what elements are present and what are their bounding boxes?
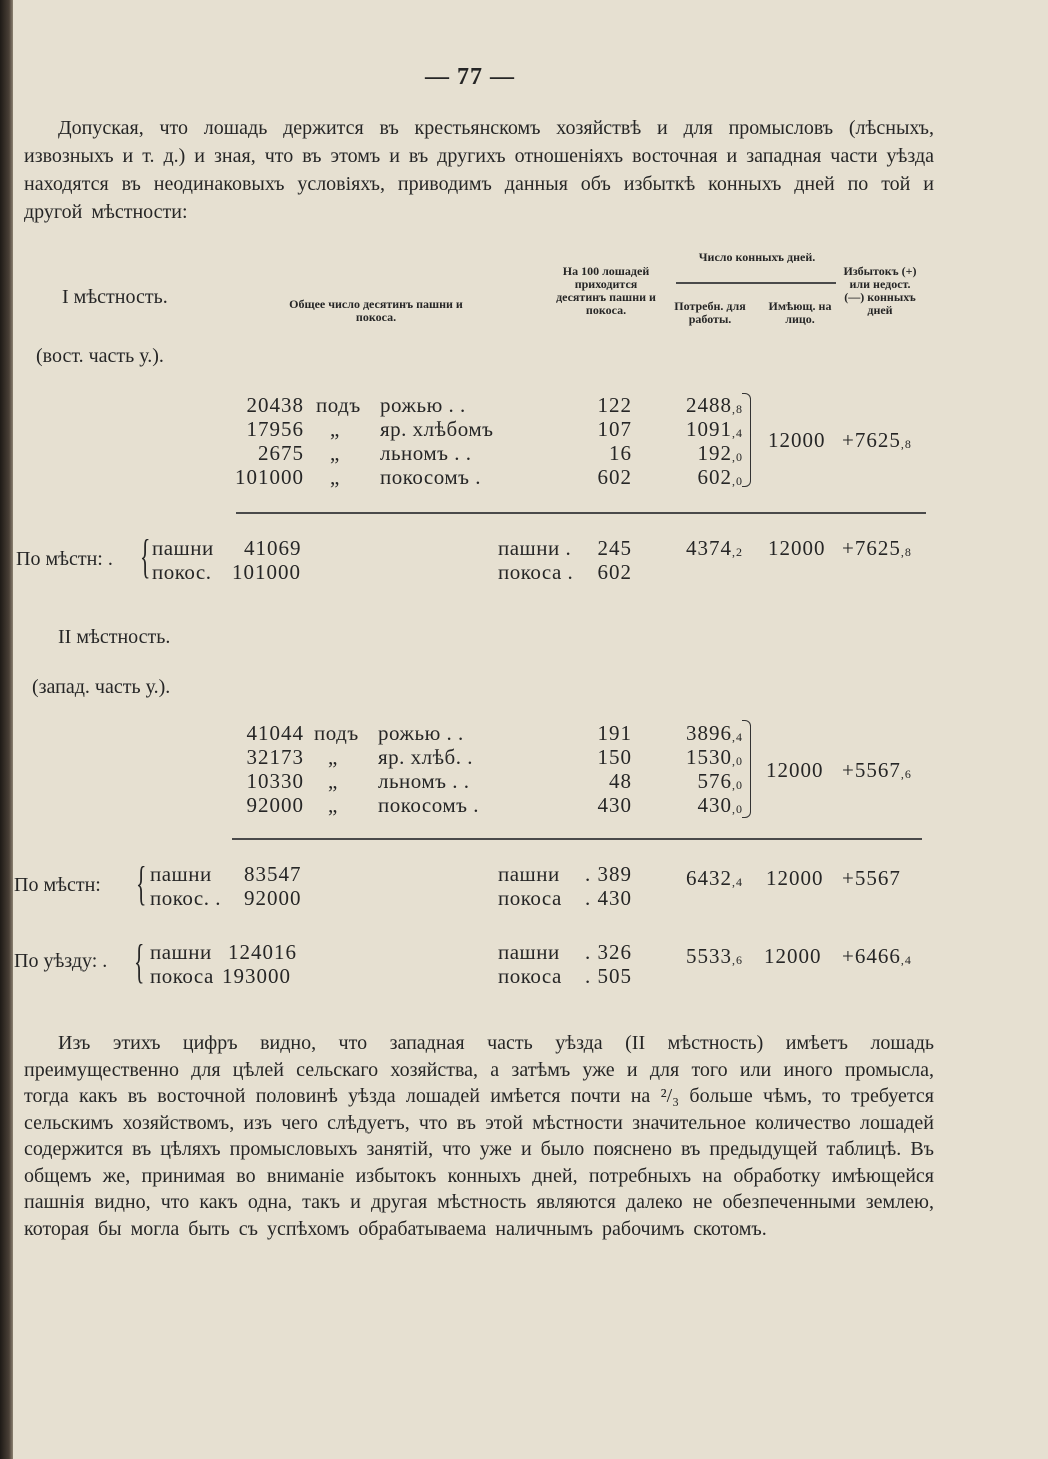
total-value-meadow: 92000 [244, 886, 302, 910]
table-row-prep: „ [328, 793, 338, 817]
table-row-per100: 122 [597, 393, 632, 417]
total-value-arable: 83547 [244, 862, 302, 886]
table-row-area: 10330 [246, 769, 304, 793]
page-number: — 77 — [425, 64, 515, 90]
table-row-area: 17956 [246, 417, 304, 441]
table-row-per100: 602 [597, 465, 632, 489]
table-row-need: 1091,4 [686, 417, 743, 441]
locality-1-total-need: 4374,2 [686, 536, 743, 560]
total-label-meadow: покоса [150, 964, 214, 988]
table-row-crop: рожью . . [378, 721, 464, 745]
per100-label-meadow: покоса . [498, 560, 574, 584]
conclusion-paragraph: Изъ этихъ цифръ видно, что западная часть уѣзда (II мѣстность) имѣетъ лошадь преимущественно для цѣлей сельскаго хозяйства, а затѣмъ уже и для того или иного промысла, тогда какъ въ восточной половинѣ уѣзда лошадей имѣется почти на ²/₃ больше чѣмъ, то требуется сельскимъ хозяйствомъ, изъ чего слѣдуетъ, что въ этой мѣстности значительное количество лошадей содержится въ цѣляхъ промысловыхъ занятій, что уже и было пояснено въ предыдущей таблицѣ. Въ общемъ же, принимая во вниманіе избытокъ конныхъ дней, потребныхъ на обработку имѣющейся пашнія видно, что какъ одна, такъ и другая мѣстность являются далеко не обезпеченными землею, которая бы могла быть съ успѣхомъ обрабатываема наличнымъ рабочимъ скотомъ. [24, 1032, 934, 1240]
total-value-arable: 124016 [228, 940, 297, 964]
district-total-need: 5533,6 [686, 944, 743, 968]
table-row-crop: яр. хлѣбомъ [380, 417, 494, 441]
locality-2-surplus: +5567,6 [842, 758, 912, 782]
locality-1-total-surplus: +7625,8 [842, 536, 912, 560]
header-days-rule [676, 282, 836, 284]
per100-value-arable: 245 [597, 536, 632, 560]
table-divider [236, 512, 926, 514]
table-row-area: 92000 [246, 793, 304, 817]
total-value-meadow: 101000 [232, 560, 301, 584]
table-row-crop: рожью . . [380, 393, 466, 417]
table-divider [232, 838, 922, 840]
table-row-need: 1530,0 [686, 745, 743, 769]
total-label-arable: пашни [150, 940, 212, 964]
per100-label-meadow: покоса [498, 886, 562, 910]
table-row-area: 2675 [258, 441, 304, 465]
total-label-meadow: покос. [152, 560, 212, 584]
table-row-per100: 191 [597, 721, 632, 745]
district-total-surplus: +6466,4 [842, 944, 912, 968]
table-row-need: 3896,4 [686, 721, 743, 745]
table-row-area: 32173 [246, 745, 304, 769]
total-label-meadow: покос. . [150, 886, 221, 910]
per100-label-arable: пашни [498, 862, 560, 886]
intro-paragraph: Допуская, что лошадь держится въ крестьянскомъ хозяйствѣ и для промысловъ (лѣсныхъ, извозныхъ и т. д.) и зная, что въ этомъ и въ другихъ отношеніяхъ восточная и западная части уѣзда находятся въ неодинаковыхъ условіяхъ, приводимъ данныя объ избыткѣ конныхъ дней по той и другой мѣстности: [24, 117, 935, 223]
table-row-area: 101000 [235, 465, 304, 489]
header-horse-days: Число конныхъ дней. [698, 250, 816, 264]
table-row-per100: 430 [597, 793, 632, 817]
per100-value-meadow: . 430 [585, 886, 632, 910]
book-binding-edge [0, 0, 13, 1459]
per100-value-arable: . 389 [585, 862, 632, 886]
locality-2-total-surplus: +5567 [842, 866, 901, 890]
table-row-prep: „ [330, 465, 340, 489]
header-surplus: Избытокъ (+) или недост. (—) конныхъ дней [843, 264, 917, 317]
district-total-label: По уѣзду: . [14, 950, 108, 972]
table-row-crop: покосомъ . [380, 465, 481, 489]
locality-1-title: I мѣстность. [62, 286, 168, 308]
per100-value-meadow: . 505 [585, 964, 632, 988]
locality-2-title: II мѣстность. [58, 626, 171, 648]
left-brace: { [140, 530, 151, 583]
table-row-crop: покосомъ . [378, 793, 479, 817]
header-per-100-horses: На 100 лошадей приходится десятинъ пашни и покоса. [556, 264, 656, 317]
total-value-meadow: 193000 [222, 964, 291, 988]
locality-2-total-need: 6432,4 [686, 866, 743, 890]
right-brace [742, 393, 751, 487]
table-row-per100: 48 [609, 769, 632, 793]
district-total-have: 12000 [764, 944, 822, 968]
table-row-need: 576,0 [697, 769, 743, 793]
table-row-per100: 107 [597, 417, 632, 441]
locality-1-have: 12000 [768, 428, 826, 452]
locality-1-subtitle: (вост. часть у.). [36, 345, 164, 367]
table-row-area: 20438 [246, 393, 304, 417]
per100-label-meadow: покоса [498, 964, 562, 988]
table-row-per100: 150 [597, 745, 632, 769]
table-row-prep: „ [328, 769, 338, 793]
header-have: Имѣющ. на лицо. [768, 299, 832, 326]
table-row-crop: яр. хлѣб. . [378, 745, 473, 769]
header-need: Потребн. для работы. [674, 299, 746, 326]
table-row-prep: „ [328, 745, 338, 769]
table-row-crop: льномъ . . [380, 441, 472, 465]
table-row-prep: „ [330, 417, 340, 441]
table-row-need: 2488,8 [686, 393, 743, 417]
left-brace: { [134, 935, 145, 988]
total-label-arable: пашни [152, 536, 214, 560]
left-brace: { [136, 857, 147, 910]
locality-1-total-have: 12000 [768, 536, 826, 560]
header-total-area: Общее число десятинъ пашни и покоса. [289, 297, 463, 324]
table-row-need: 430,0 [697, 793, 743, 817]
table-row-prep: „ [330, 441, 340, 465]
locality-2-total-have: 12000 [766, 866, 824, 890]
per100-value-arable: . 326 [585, 940, 632, 964]
locality-2-subtitle: (запад. часть у.). [32, 676, 171, 698]
per100-label-arable: пашни . [498, 536, 572, 560]
per100-value-meadow: 602 [597, 560, 632, 584]
locality-2-total-label: По мѣстн: [14, 874, 101, 896]
table-row-per100: 16 [609, 441, 632, 465]
table-row-need: 602,0 [697, 465, 743, 489]
right-brace [742, 720, 751, 818]
per100-label-arable: пашни [498, 940, 560, 964]
total-value-arable: 41069 [244, 536, 302, 560]
table-row-prep: подъ [316, 393, 361, 417]
locality-1-surplus: +7625,8 [842, 428, 912, 452]
table-row-prep: подъ [314, 721, 359, 745]
table-row-crop: льномъ . . [378, 769, 470, 793]
table-row-area: 41044 [246, 721, 304, 745]
table-row-need: 192,0 [697, 441, 743, 465]
total-label-arable: пашни [150, 862, 212, 886]
locality-1-total-label: По мѣстн: . [16, 548, 113, 570]
locality-2-have: 12000 [766, 758, 824, 782]
